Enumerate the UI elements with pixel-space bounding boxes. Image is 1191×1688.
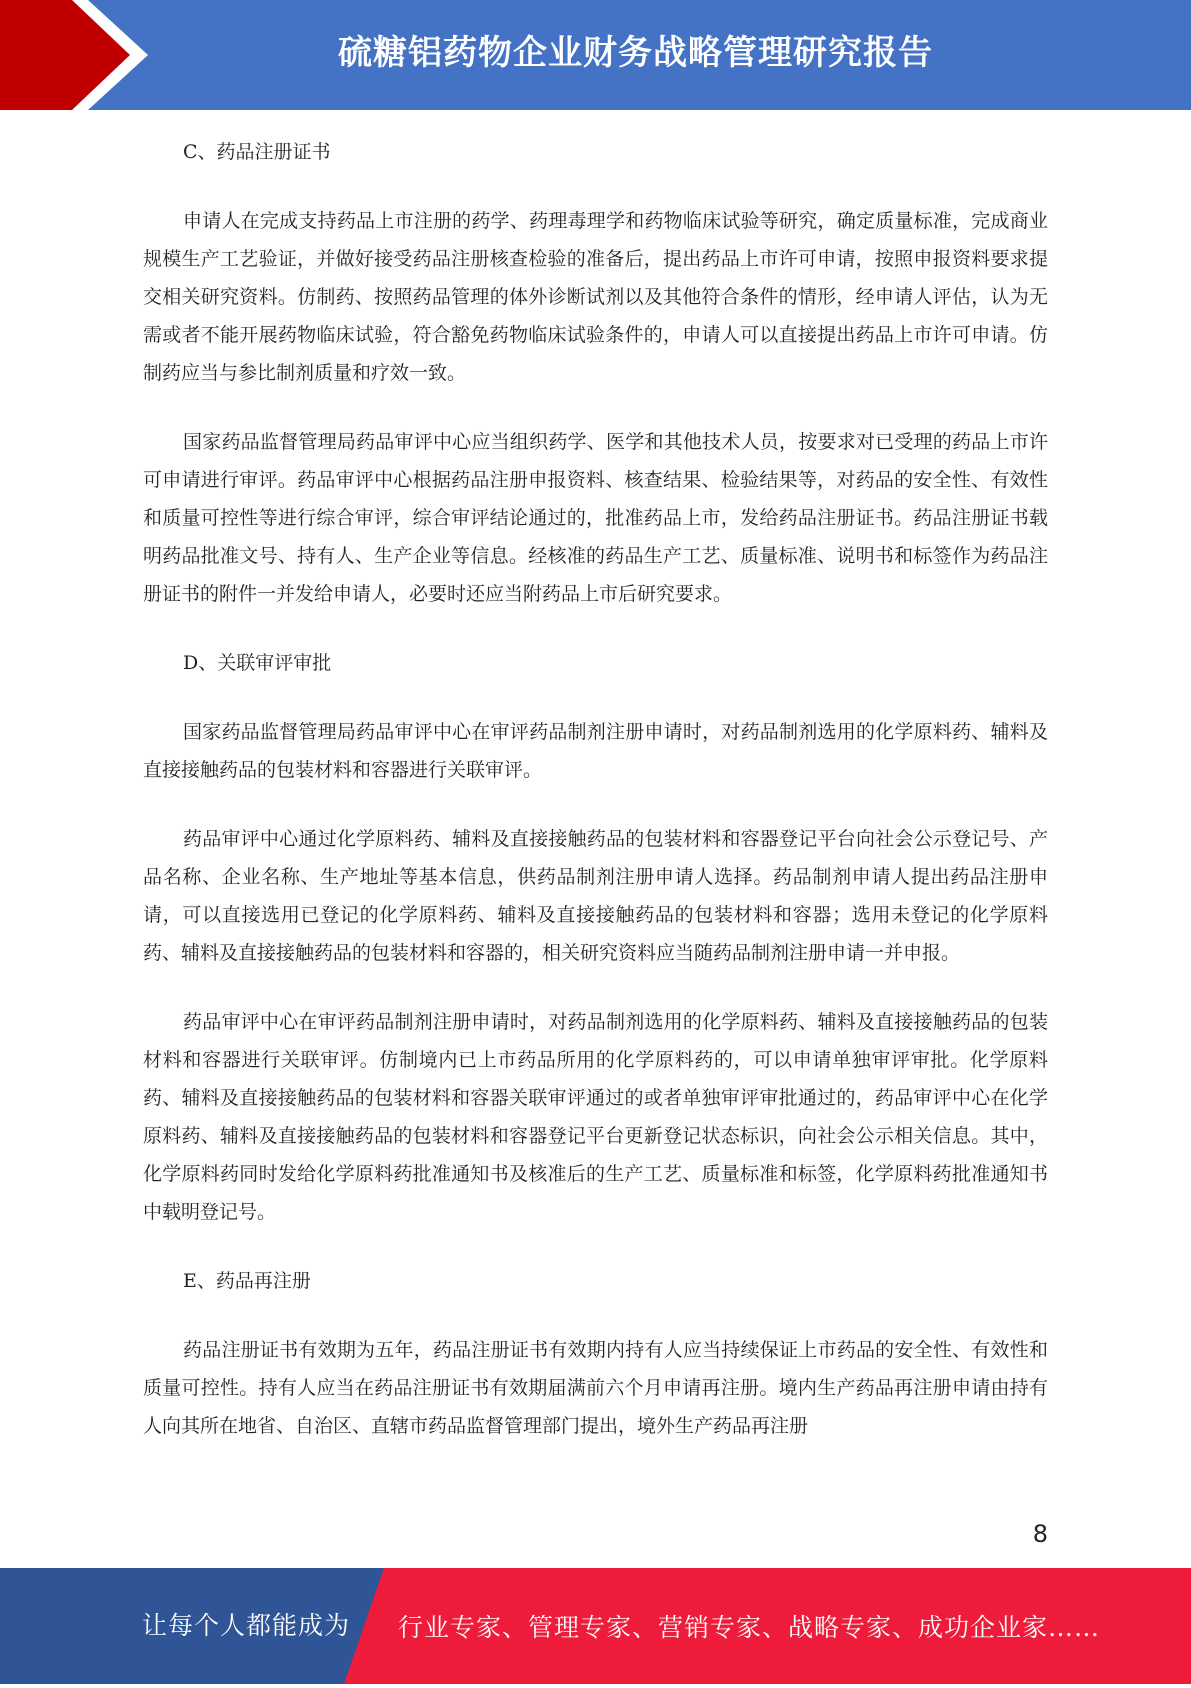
paragraph: 药品审评中心通过化学原料药、辅料及直接接触药品的包装材料和容器登记平台向社会公示登记号、产品名称、企业名称、生产地址等基本信息，供药品制剂注册申请人选择。药品制剂申请人提出药品注册申请，可以直接选用已登记的化学原料药、辅料及直接接触药品的包装材料和容器；选用未登记的化学原料药、辅料及直接接触药品的包装材料和容器的，相关研究资料应当随药品制剂注册申请一并申报。 [143, 828, 1048, 964]
section-heading: D、关联审评审批 [183, 652, 332, 674]
section-heading: C、药品注册证书 [183, 141, 331, 163]
page-header [0, 0, 1191, 110]
report-title: 硫糖铝药物企业财务战略管理研究报告 [338, 33, 933, 73]
page-number: 8 [1032, 1520, 1048, 1548]
paragraph: 国家药品监督管理局药品审评中心应当组织药学、医学和其他技术人员，按要求对已受理的药品上市许可申请进行审评。药品审评中心根据药品注册申报资料、核查结果、检验结果等，对药品的安全性、有效性和质量可控性等进行综合审评，综合审评结论通过的，批准药品上市，发给药品注册证书。药品注册证书载明药品批准文号、持有人、生产企业等信息。经核准的药品生产工艺、质量标准、说明书和标签作为药品注册证书的附件一并发给申请人，必要时还应当附药品上市后研究要求。 [143, 431, 1048, 605]
paragraph: 药品注册证书有效期为五年，药品注册证书有效期内持有人应当持续保证上市药品的安全性、有效性和质量可控性。持有人应当在药品注册证书有效期届满前六个月申请再注册。境内生产药品再注册申请由持有人向其所在地省、自治区、直辖市药品监督管理部门提出，境外生产药品再注册 [143, 1339, 1048, 1437]
section-d [143, 644, 1048, 1231]
document-body [143, 133, 1048, 1476]
footer-slogan-right: 行业专家、管理专家、营销专家、战略专家、成功企业家…… [398, 1613, 1101, 1642]
paragraph: 国家药品监督管理局药品审评中心在审评药品制剂注册申请时，对药品制剂选用的化学原料药、辅料及直接接触药品的包装材料和容器进行关联审评。 [143, 721, 1048, 781]
page-footer [0, 1568, 1191, 1684]
section-c [143, 133, 1048, 613]
paragraph: 药品审评中心在审评药品制剂注册申请时，对药品制剂选用的化学原料药、辅料及直接接触药品的包装材料和容器进行关联审评。仿制境内已上市药品所用的化学原料药的，可以申请单独审评审批。化学原料药、辅料及直接接触药品的包装材料和容器关联审评通过的或者单独审评审批通过的，药品审评中心在化学原料药、辅料及直接接触药品的包装材料和容器登记平台更新登记状态标识，向社会公示相关信息。其中，化学原料药同时发给化学原料药批准通知书及核准后的生产工艺、质量标准和标签，化学原料药批准通知书中载明登记号。 [143, 1011, 1048, 1223]
section-heading: E、药品再注册 [183, 1270, 311, 1292]
footer-slogan-left: 让每个人都能成为 [142, 1611, 351, 1640]
paragraph: 申请人在完成支持药品上市注册的药学、药理毒理学和药物临床试验等研究，确定质量标准，完成商业规模生产工艺验证，并做好接受药品注册核查检验的准备后，提出药品上市许可申请，按照申报资料要求提交相关研究资料。仿制药、按照药品管理的体外诊断试剂以及其他符合条件的情形，经申请人评估，认为无需或者不能开展药物临床试验，符合豁免药物临床试验条件的，申请人可以直接提出药品上市许可申请。仿制药应当与参比制剂质量和疗效一致。 [143, 210, 1048, 384]
section-e [143, 1262, 1048, 1445]
